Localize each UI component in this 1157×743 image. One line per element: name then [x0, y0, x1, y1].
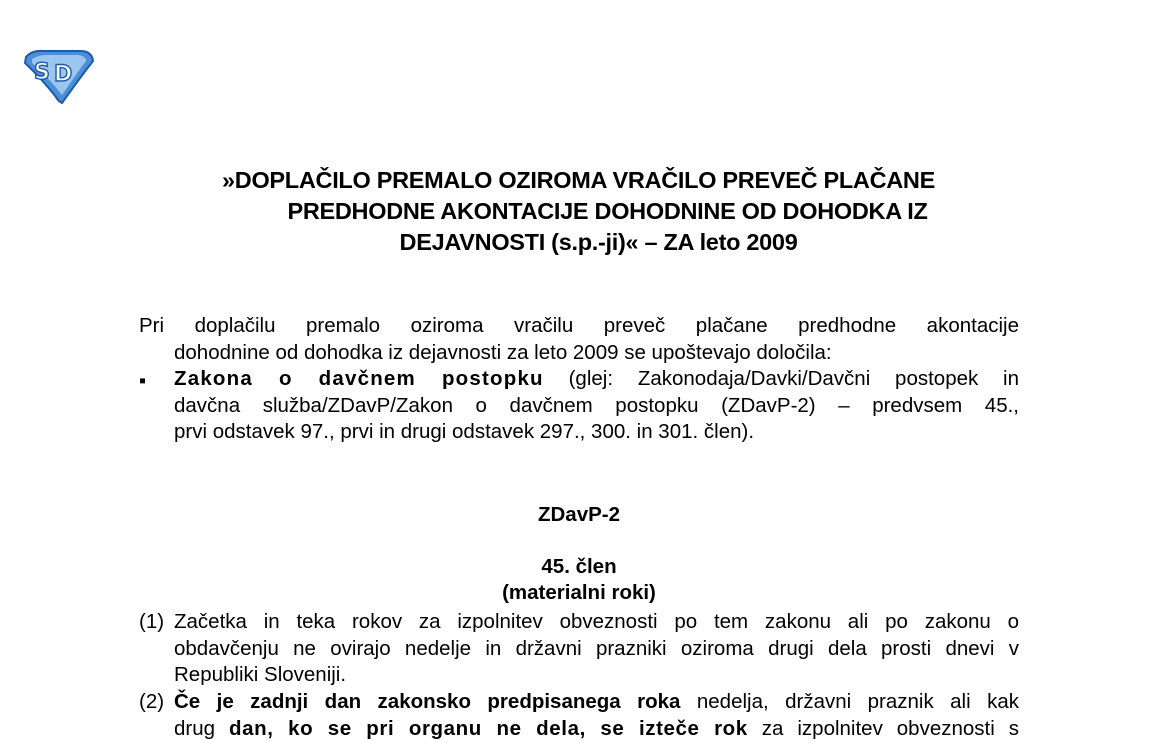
svg-text:S: S [34, 60, 50, 85]
intro-line-2: dohodnine od dohodka iz dejavnosti za leto 2009 se upoštevajo določila: [174, 340, 832, 364]
item-1-line-2: obdavčenju ne ovirajo nedelje in državni prazniki oziroma drugi dela prosti dnevi v [174, 636, 1019, 660]
item-1-line-1: Začetka in teka rokov za izpolnitev obveznosti po tem zakonu ali po zakonu o [174, 610, 1019, 633]
law-name-heading: ZDavP-2 [537, 503, 621, 526]
bullet-line-1-rest: (glej: Zakonodaja/Davki/Davčni postopek in [543, 367, 1019, 390]
list-item-number: (2) [139, 690, 165, 713]
bullet-line-3: prvi odstavek 97., prvi in drugi odstavek 297., 300. in 301. člen). [174, 420, 755, 443]
document-title [120, 165, 1037, 258]
item-2-line-2-b: za izpolnitev obveznosti s [747, 716, 1019, 740]
list-item [139, 689, 1019, 742]
intro-paragraph [139, 313, 1019, 366]
article-heading: 45. člen [541, 555, 617, 578]
bullet-line-1 [139, 366, 1019, 393]
item-2-bold-2: dan, ko se pri organu ne dela, se izteče rok [228, 716, 748, 740]
bullet-line-2: davčna služba/ZDavP/Zakon o davčnem postopku (ZDavP-2) – predvsem 45., [174, 393, 1019, 417]
item-2-line-2-a: drug [174, 716, 229, 740]
item-1-line-3: Republiki Sloveniji. [174, 663, 347, 686]
bullet-bold-text: Zakona o davčnem postopku [174, 367, 544, 390]
svg-text:D: D [54, 62, 73, 87]
item-2-line-1 [174, 689, 1019, 716]
title-line-3: DEJAVNOSTI (s.p.-ji)« – ZA leto 2009 [399, 229, 798, 255]
intro-line-1: Pri doplačilu premalo oziroma vračilu preveč plačane predhodne akontacije [139, 314, 1019, 337]
list-item [139, 609, 1019, 689]
sd-shield-logo-icon [22, 49, 96, 105]
bullet-item [139, 366, 1019, 446]
title-line-1: »DOPLAČILO PREMALO OZIROMA VRAČILO PREVEČ PLAČANE [222, 167, 935, 193]
item-2-line-1-rest: nedelja, državni praznik ali kak [680, 690, 1019, 713]
item-2-line-2 [174, 716, 1019, 743]
list-item-number: (1) [139, 610, 165, 633]
item-2-bold-1: Če je zadnji dan zakonsko predpisanega roka [174, 690, 681, 713]
article-title-heading: (materialni roki) [502, 581, 656, 604]
title-line-2: PREDHODNE AKONTACIJE DOHODNINE OD DOHODKA IZ [287, 198, 928, 224]
bullet-marker-icon: ▪ [139, 370, 147, 392]
